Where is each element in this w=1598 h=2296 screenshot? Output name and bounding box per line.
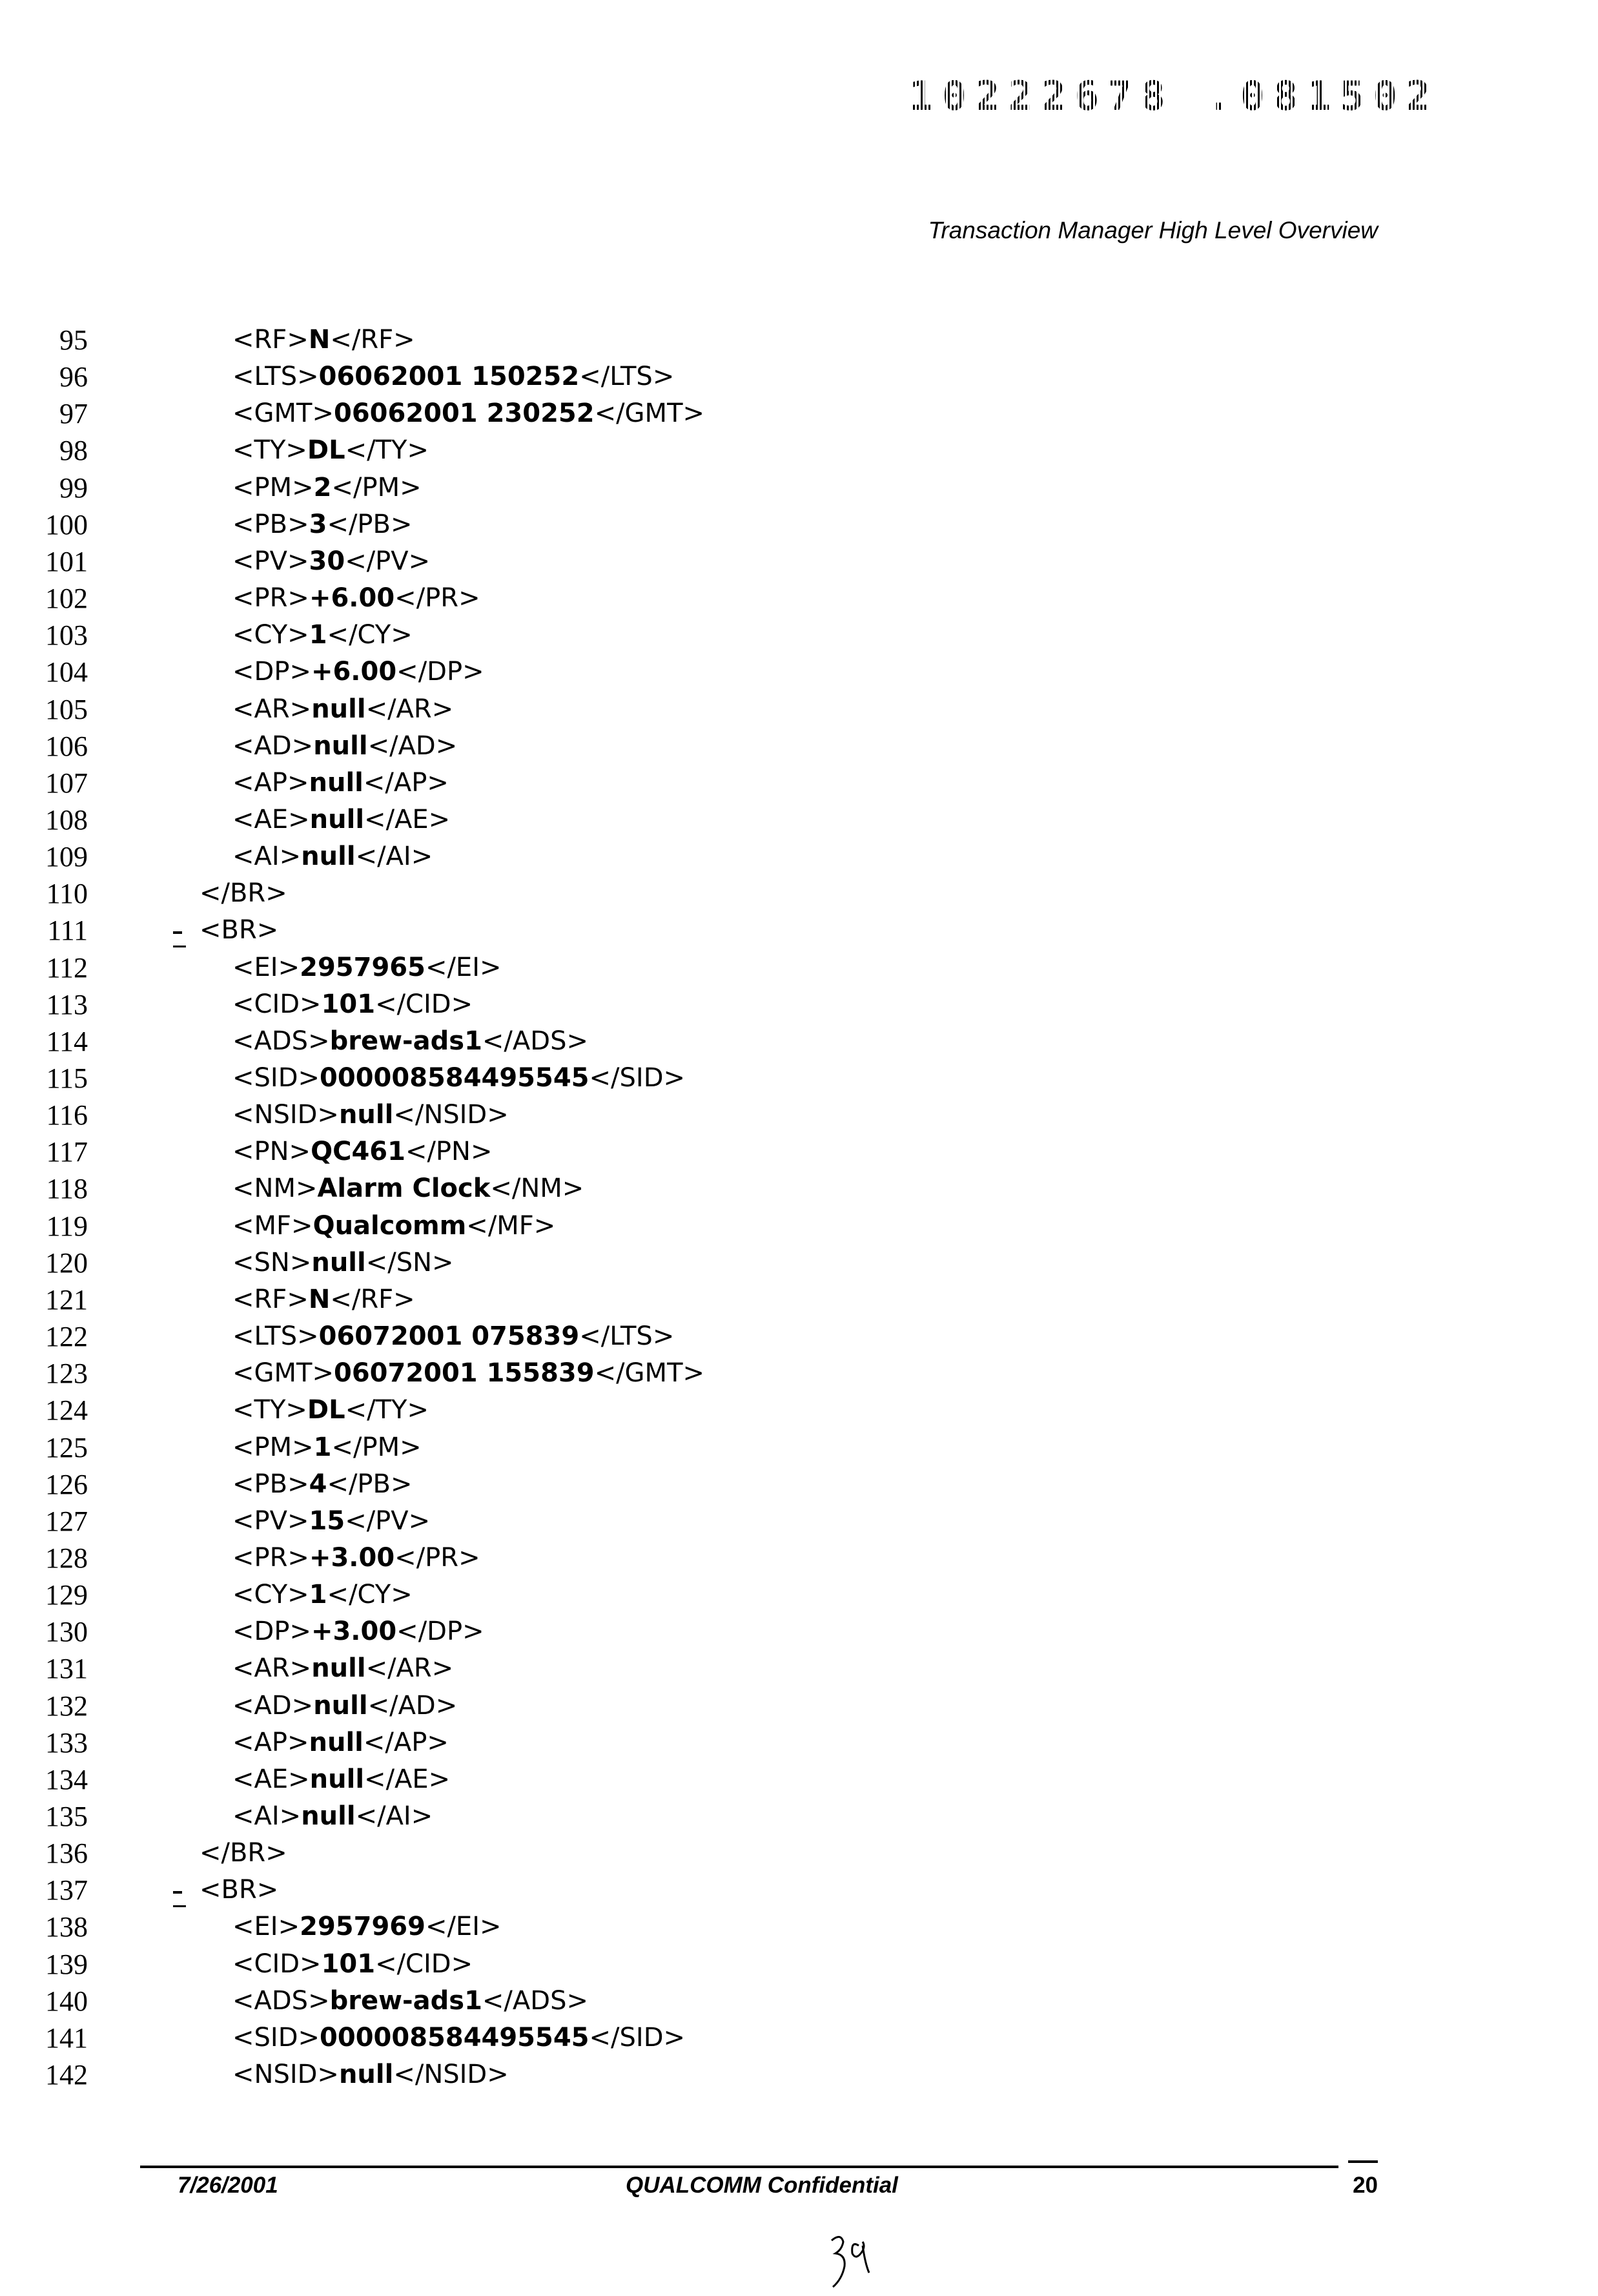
line-number: 118	[26, 1170, 88, 1207]
open-tag: <AR>	[232, 1653, 311, 1683]
footer-confidential: QUALCOMM Confidential	[626, 2173, 898, 2198]
br-tag	[200, 1872, 278, 1908]
close-tag: </SID>	[589, 1063, 686, 1093]
open-tag: <SID>	[232, 1063, 320, 1093]
line-number: 109	[26, 838, 88, 875]
element-value: null	[311, 694, 365, 724]
xml-element	[232, 1761, 450, 1798]
line-number: 117	[26, 1133, 88, 1170]
br-tag	[200, 912, 278, 949]
open-tag: <GMT>	[232, 1358, 334, 1388]
xml-element	[232, 1577, 413, 1613]
open-tag: <CID>	[232, 989, 322, 1019]
close-tag: </GMT>	[595, 398, 704, 428]
open-tag: <AE>	[232, 1764, 310, 1794]
element-value: 3	[309, 510, 327, 539]
scan-mark	[173, 946, 186, 947]
xml-element	[232, 1281, 415, 1318]
xml-element	[232, 1133, 493, 1170]
open-tag: <TY>	[232, 1395, 307, 1425]
open-tag: <DP>	[232, 1617, 311, 1646]
line-number: 122	[26, 1318, 88, 1355]
line-number: 97	[26, 395, 88, 432]
xml-element	[232, 986, 473, 1023]
line-number: 104	[26, 654, 88, 690]
xml-element	[232, 949, 502, 986]
scan-mark	[173, 931, 182, 934]
open-tag: <PB>	[232, 510, 309, 539]
xml-element	[232, 654, 484, 690]
open-tag: </BR>	[200, 878, 287, 908]
open-tag: <ADS>	[232, 1026, 330, 1056]
line-number: 106	[26, 728, 88, 765]
line-number: 123	[26, 1355, 88, 1392]
element-value: null	[313, 1691, 367, 1721]
element-value: 1	[309, 1580, 327, 1609]
close-tag: </CID>	[375, 989, 473, 1019]
element-value: N	[309, 325, 330, 355]
line-number: 126	[26, 1466, 88, 1503]
xml-element	[232, 728, 457, 765]
line-number: 139	[26, 1946, 88, 1983]
xml-element	[232, 543, 430, 580]
xml-element	[232, 1798, 433, 1835]
open-tag: <PM>	[232, 1432, 314, 1462]
line-number: 120	[26, 1245, 88, 1281]
open-tag: <EI>	[232, 953, 300, 982]
close-tag: </AP>	[364, 768, 449, 798]
element-value: null	[339, 2060, 393, 2089]
xml-element	[232, 1355, 704, 1392]
line-number: 128	[26, 1540, 88, 1577]
line-number: 140	[26, 1983, 88, 2020]
open-tag: <PN>	[232, 1137, 311, 1166]
xml-element	[232, 765, 449, 802]
close-tag: </AD>	[368, 731, 458, 761]
line-number: 131	[26, 1650, 88, 1687]
line-number: 105	[26, 691, 88, 728]
element-value: null	[310, 1764, 364, 1794]
line-number: 96	[26, 358, 88, 395]
xml-element	[232, 1946, 473, 1983]
open-tag: <LTS>	[232, 1321, 319, 1351]
close-tag: </AE>	[364, 805, 450, 834]
close-tag: </MF>	[466, 1211, 555, 1241]
close-tag: </SN>	[366, 1248, 454, 1277]
open-tag: <LTS>	[232, 362, 319, 391]
close-tag: </CID>	[375, 1949, 473, 1979]
br-tag	[200, 1835, 287, 1872]
element-value: 2957965	[300, 953, 425, 982]
xml-element	[232, 1429, 422, 1466]
close-tag: </PV>	[345, 1506, 430, 1536]
element-value: null	[309, 1728, 364, 1757]
close-tag: </PN>	[405, 1137, 493, 1166]
open-tag: <SID>	[232, 2023, 320, 2053]
element-value: Qualcomm	[313, 1211, 467, 1241]
element-value: Alarm Clock	[317, 1174, 490, 1203]
element-value: +6.00	[311, 657, 396, 687]
open-tag: <TY>	[232, 435, 307, 465]
open-tag: <AP>	[232, 768, 309, 798]
close-tag: </CY>	[327, 620, 413, 650]
close-tag: </SID>	[589, 2023, 686, 2053]
element-value: null	[311, 1653, 365, 1683]
open-tag: <BR>	[200, 1875, 278, 1905]
open-tag: <RF>	[232, 325, 309, 355]
footer-date: 7/26/2001	[178, 2173, 278, 2198]
close-tag: </RF>	[330, 325, 415, 355]
line-number: 107	[26, 765, 88, 802]
xml-element	[232, 2020, 685, 2056]
open-tag: <PR>	[232, 1543, 309, 1573]
xml-element	[232, 1503, 430, 1540]
element-value: DL	[307, 435, 345, 465]
line-number: 113	[26, 986, 88, 1023]
open-tag: <AD>	[232, 731, 313, 761]
element-value: null	[310, 805, 364, 834]
open-tag: <EI>	[232, 1912, 300, 1941]
element-value: 30	[309, 546, 345, 576]
xml-element	[232, 2056, 509, 2093]
close-tag: </RF>	[330, 1285, 415, 1314]
element-value: +3.00	[311, 1617, 396, 1646]
scan-mark	[173, 1905, 186, 1907]
element-value: 06062001 230252	[334, 398, 595, 428]
line-number: 129	[26, 1577, 88, 1613]
close-tag: </LTS>	[579, 362, 674, 391]
close-tag: </NSID>	[393, 2060, 508, 2089]
line-number: 110	[26, 875, 88, 912]
xml-element	[232, 432, 429, 469]
handwritten-page-number	[826, 2231, 885, 2296]
xml-element	[232, 1613, 484, 1650]
element-value: QC461	[311, 1137, 405, 1166]
element-value: null	[309, 768, 364, 798]
open-tag: <DP>	[232, 657, 311, 687]
element-value: 4	[309, 1469, 327, 1499]
open-tag: <CY>	[232, 620, 309, 650]
line-number: 141	[26, 2020, 88, 2056]
close-tag: </AI>	[356, 1801, 433, 1831]
line-number: 99	[26, 470, 88, 506]
element-value: +3.00	[309, 1543, 394, 1573]
element-value: 2	[314, 473, 332, 502]
open-tag: <NM>	[232, 1174, 317, 1203]
element-value: 000008584495545	[320, 1063, 589, 1093]
application-stamp: 10222678 .081502	[909, 72, 1439, 119]
xml-element	[232, 1908, 502, 1945]
element-value: 101	[322, 989, 376, 1019]
close-tag: </ADS>	[482, 1986, 588, 2016]
element-value: 06062001 150252	[319, 362, 580, 391]
close-tag: </NM>	[490, 1174, 584, 1203]
element-value: 1	[314, 1432, 332, 1462]
element-value: DL	[307, 1395, 345, 1425]
line-number: 138	[26, 1908, 88, 1945]
xml-element	[232, 580, 480, 617]
open-tag: <SN>	[232, 1248, 311, 1277]
open-tag: <RF>	[232, 1285, 309, 1314]
open-tag: <AP>	[232, 1728, 309, 1757]
line-number: 133	[26, 1724, 88, 1761]
xml-element	[232, 617, 413, 654]
element-value: 06072001 075839	[319, 1321, 580, 1351]
open-tag: <ADS>	[232, 1986, 330, 2016]
line-number: 116	[26, 1097, 88, 1133]
line-number: 132	[26, 1688, 88, 1724]
xml-element	[232, 506, 413, 543]
close-tag: </GMT>	[595, 1358, 704, 1388]
open-tag: <NSID>	[232, 1100, 339, 1130]
close-tag: </PM>	[332, 1432, 422, 1462]
xml-element	[232, 1245, 454, 1281]
xml-element	[232, 1540, 480, 1577]
close-tag: </AP>	[364, 1728, 449, 1757]
open-tag: <CY>	[232, 1580, 309, 1609]
close-tag: </DP>	[396, 657, 484, 687]
line-number: 137	[26, 1872, 88, 1908]
open-tag: <NSID>	[232, 2060, 339, 2089]
open-tag: </BR>	[200, 1838, 287, 1868]
element-value: null	[313, 731, 367, 761]
xml-element	[232, 802, 450, 838]
line-number: 136	[26, 1835, 88, 1872]
close-tag: </PB>	[327, 1469, 412, 1499]
open-tag: <AI>	[232, 842, 301, 871]
line-number: 95	[26, 322, 88, 358]
line-number: 103	[26, 617, 88, 654]
br-tag	[200, 875, 287, 912]
xml-element	[232, 1170, 584, 1207]
close-tag: </AR>	[366, 694, 454, 724]
xml-element	[232, 1650, 453, 1687]
xml-element	[232, 1208, 555, 1245]
element-value: 06072001 155839	[334, 1358, 595, 1388]
close-tag: </EI>	[425, 1912, 502, 1941]
close-tag: </LTS>	[579, 1321, 674, 1351]
line-number: 130	[26, 1613, 88, 1650]
xml-element	[232, 1060, 685, 1097]
open-tag: <CID>	[232, 1949, 322, 1979]
xml-element	[232, 838, 433, 875]
xml-element	[232, 1688, 457, 1724]
element-value: 1	[309, 620, 327, 650]
xml-element	[232, 322, 415, 358]
line-number: 124	[26, 1392, 88, 1429]
line-number: 111	[26, 912, 88, 949]
line-number: 121	[26, 1281, 88, 1318]
close-tag: </PB>	[327, 510, 412, 539]
line-number: 101	[26, 543, 88, 580]
footer-divider	[140, 2166, 1338, 2168]
open-tag: <AD>	[232, 1691, 313, 1721]
close-tag: </TY>	[345, 1395, 429, 1425]
line-number: 112	[26, 949, 88, 986]
close-tag: </PV>	[345, 546, 430, 576]
close-tag: </PR>	[394, 1543, 480, 1573]
close-tag: </NSID>	[393, 1100, 508, 1130]
xml-element	[232, 1983, 588, 2020]
element-value: +6.00	[309, 583, 394, 613]
close-tag: </EI>	[425, 953, 502, 982]
xml-element	[232, 395, 704, 432]
close-tag: </AI>	[356, 842, 433, 871]
element-value: N	[309, 1285, 330, 1314]
open-tag: <MF>	[232, 1211, 313, 1241]
xml-element	[232, 1023, 588, 1060]
line-number: 142	[26, 2056, 88, 2093]
element-value: 101	[322, 1949, 376, 1979]
element-value: brew-ads1	[330, 1986, 482, 2016]
line-number: 135	[26, 1798, 88, 1835]
xml-element	[232, 1097, 509, 1133]
close-tag: </DP>	[396, 1617, 484, 1646]
close-tag: </ADS>	[482, 1026, 588, 1056]
element-value: 000008584495545	[320, 2023, 589, 2053]
close-tag: </PR>	[394, 583, 480, 613]
line-number: 102	[26, 580, 88, 617]
xml-element	[232, 1466, 413, 1503]
line-number: 108	[26, 802, 88, 838]
line-number: 134	[26, 1761, 88, 1798]
footer-divider-short	[1348, 2160, 1378, 2163]
xml-element	[232, 1392, 429, 1429]
page-header-title: Transaction Manager High Level Overview	[928, 217, 1378, 244]
open-tag: <AR>	[232, 694, 311, 724]
xml-element	[232, 1318, 674, 1355]
line-number: 125	[26, 1429, 88, 1466]
close-tag: </CY>	[327, 1580, 413, 1609]
close-tag: </AD>	[368, 1691, 458, 1721]
scan-mark	[173, 1891, 182, 1894]
line-number: 114	[26, 1023, 88, 1060]
open-tag: <PM>	[232, 473, 314, 502]
open-tag: <AE>	[232, 805, 310, 834]
open-tag: <BR>	[200, 915, 278, 945]
line-number: 119	[26, 1208, 88, 1245]
close-tag: </PM>	[332, 473, 422, 502]
open-tag: <PV>	[232, 1506, 309, 1536]
open-tag: <PB>	[232, 1469, 309, 1499]
element-value: null	[301, 842, 355, 871]
line-number: 100	[26, 506, 88, 543]
xml-element	[232, 358, 674, 395]
xml-element	[232, 1724, 449, 1761]
close-tag: </AE>	[364, 1764, 450, 1794]
line-number: 98	[26, 432, 88, 469]
open-tag: <PV>	[232, 546, 309, 576]
element-value: null	[301, 1801, 355, 1831]
element-value: 2957969	[300, 1912, 425, 1941]
element-value: 15	[309, 1506, 345, 1536]
open-tag: <PR>	[232, 583, 309, 613]
xml-element	[232, 470, 422, 506]
open-tag: <GMT>	[232, 398, 334, 428]
element-value: null	[339, 1100, 393, 1130]
close-tag: </AR>	[366, 1653, 454, 1683]
close-tag: </TY>	[345, 435, 429, 465]
xml-element	[232, 691, 453, 728]
element-value: brew-ads1	[330, 1026, 482, 1056]
line-number: 127	[26, 1503, 88, 1540]
footer-page-number: 20	[1353, 2173, 1378, 2198]
element-value: null	[311, 1248, 365, 1277]
line-number: 115	[26, 1060, 88, 1097]
open-tag: <AI>	[232, 1801, 301, 1831]
